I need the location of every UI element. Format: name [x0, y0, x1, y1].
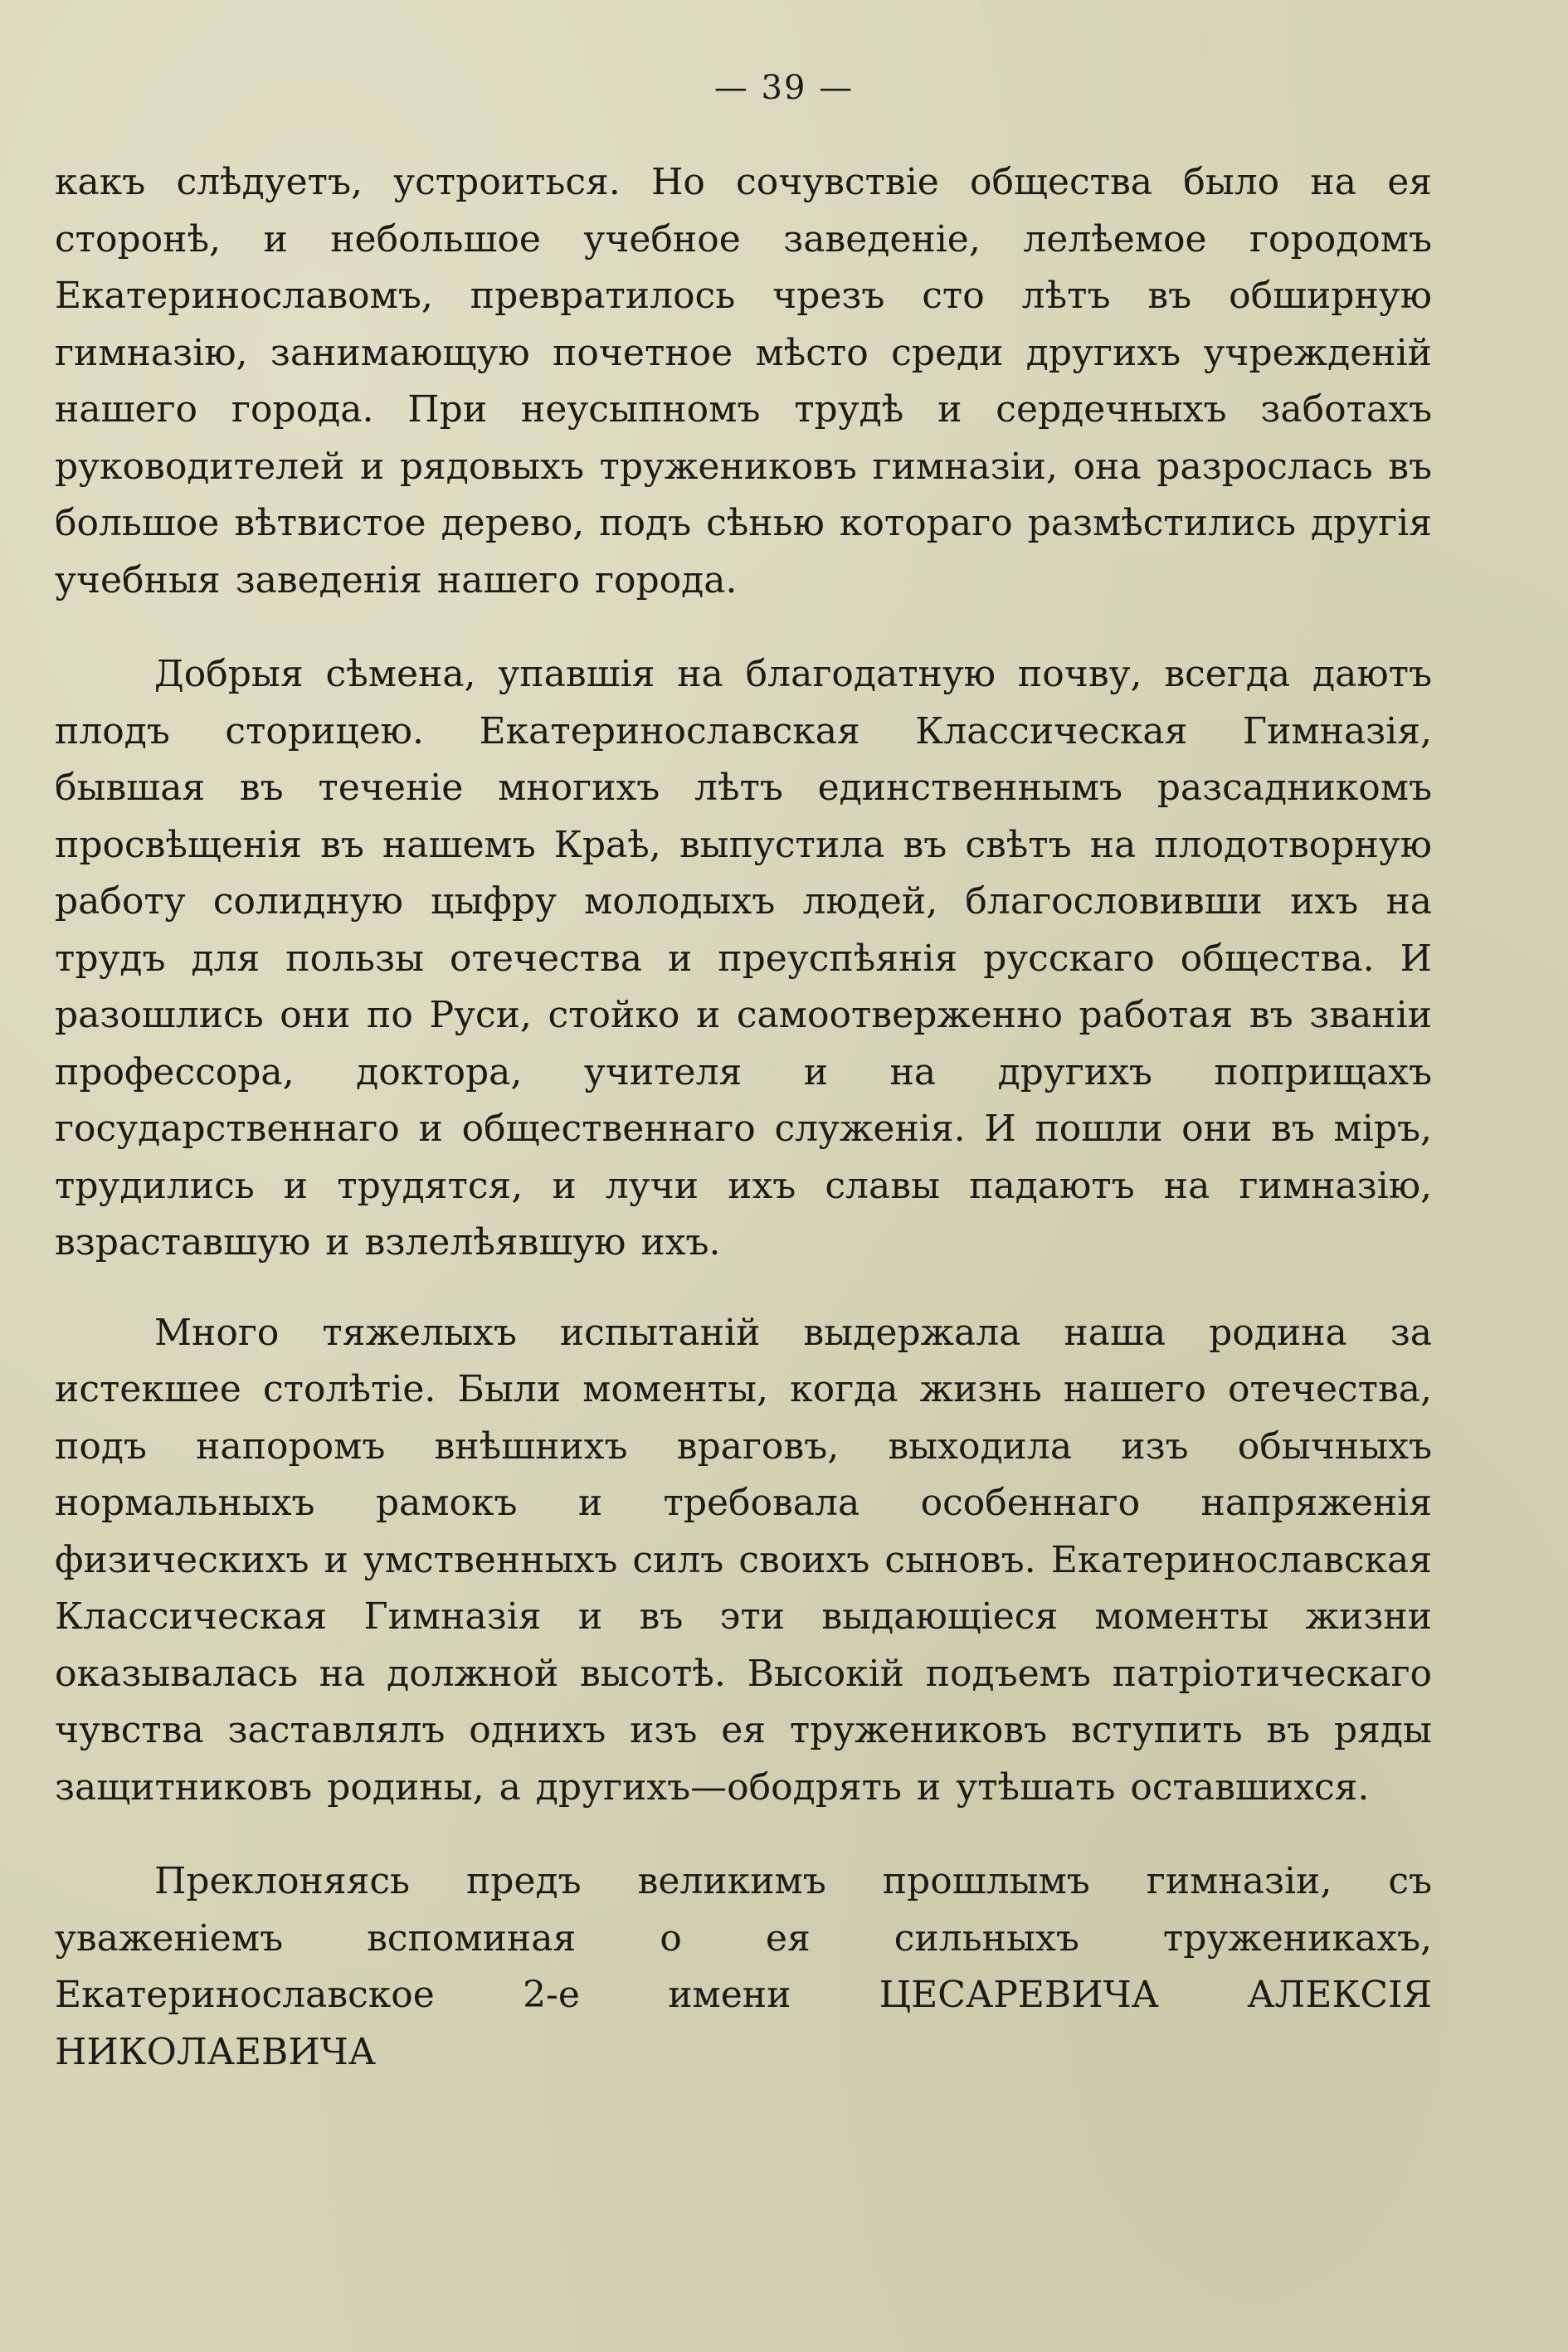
paragraph-4: Преклоняясь предъ великимъ прошлымъ гимназіи, съ уваженіемъ вспоминая о ея сильныхъ труженикахъ, Екатеринославское 2-е имени ЦЕСАРЕВИЧА АЛЕКСІЯ НИКОЛАЕВИЧА: [55, 1860, 1432, 2073]
paragraph-3: Много тяжелыхъ испытаній выдержала наша родина за истекшее столѣтіе. Были моменты, когда жизнь нашего отечества, подъ напоромъ внѣшнихъ враговъ, выходила изъ обычныхъ нормальныхъ рамокъ и требовала особеннаго напряженія физическихъ и умственныхъ силъ своихъ сыновъ. Екатеринославская Классическая Гимназія и въ эти выдающіеся моменты жизни оказывалась на должной высотѣ. Высокій подъемъ патріотическаго чувства заставлялъ однихъ изъ ея тружениковъ вступить въ ряды защитниковъ родины, а другихъ—ободрять и утѣшать оставшихся.: [55, 1311, 1432, 1809]
paragraph-gap: [55, 1272, 1432, 1305]
paragraph-gap: [55, 1816, 1432, 1853]
paragraph-1: какъ слѣдуетъ, устроиться. Но сочувствіе общества было на ея сторонѣ, и небольшое учебное заведеніе, лелѣемое городомъ Екатеринославомъ, превратилось чрезъ сто лѣтъ въ обширную гимназію, занимающую почетное мѣсто среди другихъ учрежденій нашего города. При неусыпномъ трудѣ и сердечныхъ заботахъ руководителей и рядовыхъ тружениковъ гимназіи, она разрослась въ большое вѣтвистое дерево, подъ сѣнью котораго размѣстились другія учебныя заведенія нашего города.: [55, 161, 1432, 601]
page-number: — 39 —: [713, 69, 855, 107]
paragraph-gap: [55, 609, 1432, 646]
text-body: [55, 154, 1432, 2081]
paragraph-2: Добрыя сѣмена, упавшія на благодатную почву, всегда даютъ плодъ сторицею. Екатеринославская Классическая Гимназія, бывшая въ теченіе многихъ лѣтъ единственнымъ разсадникомъ просвѣщенія въ нашемъ Краѣ, выпустила въ свѣтъ на плодотворную работу солидную цыфру молодыхъ людей, благословивши ихъ на трудъ для пользы отечества и преуспѣянія русскаго общества. И разошлись они по Руси, стойко и самоотверженно работая въ званіи профессора, доктора, учителя и на другихъ поприщахъ государственнаго и общественнаго служенія. И пошли они въ міръ, трудились и трудятся, и лучи ихъ славы падаютъ на гимназію, взраставшую и взлелѣявшую ихъ.: [55, 653, 1432, 1264]
